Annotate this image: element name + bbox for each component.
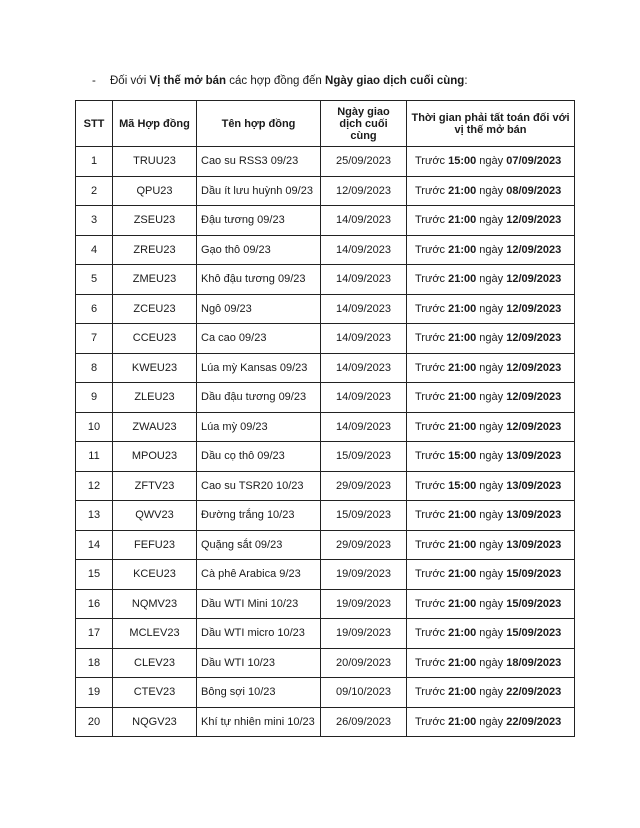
deadline-day-word: ngày — [476, 509, 507, 522]
cell-contract-code: ZCEU23 — [113, 294, 197, 324]
deadline-before-word: Trước — [415, 361, 449, 374]
cell-contract-name: Cao su TSR20 10/23 — [197, 471, 321, 501]
cell-contract-code: KCEU23 — [113, 560, 197, 590]
deadline-time: 21:00 — [448, 420, 477, 433]
table-row — [76, 530, 575, 560]
cell-settlement-deadline — [407, 707, 575, 737]
deadline-day-word: ngày — [476, 479, 507, 492]
cell-settlement-deadline — [407, 294, 575, 324]
cell-last-trading-day: 15/09/2023 — [321, 442, 407, 472]
table-row — [76, 383, 575, 413]
deadline-day-word: ngày — [476, 420, 507, 433]
deadline-time: 21:00 — [448, 715, 477, 728]
cell-contract-code: ZFTV23 — [113, 471, 197, 501]
deadline-time: 21:00 — [448, 302, 477, 315]
cell-last-trading-day: 14/09/2023 — [321, 412, 407, 442]
deadline-day-word: ngày — [476, 597, 507, 610]
deadline-date: 15/09/2023 — [506, 627, 562, 640]
intro-bold-short-position: Vị thế mở bán — [149, 75, 227, 87]
cell-settlement-deadline — [407, 619, 575, 649]
deadline-date: 13/09/2023 — [506, 509, 562, 522]
contracts-table — [75, 100, 575, 737]
cell-contract-code: KWEU23 — [113, 353, 197, 383]
cell-stt: 10 — [76, 412, 113, 442]
deadline-before-word: Trước — [415, 538, 449, 551]
deadline-time: 21:00 — [448, 214, 477, 227]
table-header-row — [76, 101, 575, 147]
cell-settlement-deadline — [407, 530, 575, 560]
cell-stt: 12 — [76, 471, 113, 501]
cell-stt: 4 — [76, 235, 113, 265]
cell-last-trading-day: 19/09/2023 — [321, 560, 407, 590]
header-contract-name: Tên hợp đồng — [197, 101, 321, 147]
deadline-date: 22/09/2023 — [506, 715, 562, 728]
cell-contract-name: Gạo thô 09/23 — [197, 235, 321, 265]
deadline-day-word: ngày — [476, 450, 507, 463]
deadline-before-word: Trước — [415, 656, 449, 669]
cell-settlement-deadline — [407, 678, 575, 708]
cell-contract-name: Dầu cọ thô 09/23 — [197, 442, 321, 472]
deadline-date: 12/09/2023 — [506, 243, 562, 256]
deadline-time: 21:00 — [448, 509, 477, 522]
deadline-date: 12/09/2023 — [506, 361, 562, 374]
deadline-date: 08/09/2023 — [506, 184, 562, 197]
table-row — [76, 265, 575, 295]
deadline-date: 13/09/2023 — [506, 479, 562, 492]
deadline-time: 15:00 — [448, 155, 477, 168]
deadline-date: 12/09/2023 — [506, 302, 562, 315]
cell-contract-code: NQGV23 — [113, 707, 197, 737]
cell-contract-name: Lúa mỳ 09/23 — [197, 412, 321, 442]
cell-contract-name: Bông sợi 10/23 — [197, 678, 321, 708]
cell-last-trading-day: 14/09/2023 — [321, 324, 407, 354]
intro-bold-last-trading-day: Ngày giao dịch cuối cùng — [325, 75, 465, 87]
deadline-time: 21:00 — [448, 361, 477, 374]
cell-contract-name: Ngô 09/23 — [197, 294, 321, 324]
deadline-day-word: ngày — [476, 184, 507, 197]
cell-contract-code: ZWAU23 — [113, 412, 197, 442]
table-row — [76, 147, 575, 177]
table-row — [76, 353, 575, 383]
cell-settlement-deadline — [407, 235, 575, 265]
deadline-before-word: Trước — [415, 509, 449, 522]
cell-contract-code: CTEV23 — [113, 678, 197, 708]
header-stt: STT — [76, 101, 113, 147]
cell-contract-name: Khí tự nhiên mini 10/23 — [197, 707, 321, 737]
cell-contract-code: ZREU23 — [113, 235, 197, 265]
cell-settlement-deadline — [407, 176, 575, 206]
deadline-time: 21:00 — [448, 656, 477, 669]
deadline-time: 21:00 — [448, 243, 477, 256]
cell-contract-code: CCEU23 — [113, 324, 197, 354]
cell-stt: 17 — [76, 619, 113, 649]
deadline-time: 21:00 — [448, 627, 477, 640]
cell-contract-code: ZMEU23 — [113, 265, 197, 295]
cell-contract-name: Dầu ít lưu huỳnh 09/23 — [197, 176, 321, 206]
deadline-time: 21:00 — [448, 273, 477, 286]
cell-settlement-deadline — [407, 501, 575, 531]
deadline-before-word: Trước — [415, 391, 449, 404]
cell-settlement-deadline — [407, 471, 575, 501]
cell-contract-name: Cà phê Arabica 9/23 — [197, 560, 321, 590]
cell-stt: 6 — [76, 294, 113, 324]
deadline-day-word: ngày — [476, 155, 507, 168]
deadline-time: 21:00 — [448, 184, 477, 197]
cell-contract-name: Dầu WTI 10/23 — [197, 648, 321, 678]
cell-stt: 1 — [76, 147, 113, 177]
cell-stt: 11 — [76, 442, 113, 472]
table-row — [76, 294, 575, 324]
cell-contract-code: TRUU23 — [113, 147, 197, 177]
deadline-before-word: Trước — [415, 568, 449, 581]
cell-contract-name: Cao su RSS3 09/23 — [197, 147, 321, 177]
cell-last-trading-day: 14/09/2023 — [321, 294, 407, 324]
header-contract-code: Mã Hợp đồng — [113, 101, 197, 147]
deadline-date: 13/09/2023 — [506, 538, 562, 551]
cell-stt: 18 — [76, 648, 113, 678]
deadline-day-word: ngày — [476, 627, 507, 640]
deadline-date: 22/09/2023 — [506, 686, 562, 699]
table-row — [76, 412, 575, 442]
cell-contract-name: Dầu đậu tương 09/23 — [197, 383, 321, 413]
table-row — [76, 501, 575, 531]
deadline-date: 12/09/2023 — [506, 214, 562, 227]
deadline-day-word: ngày — [476, 243, 507, 256]
cell-settlement-deadline — [407, 589, 575, 619]
table-row — [76, 648, 575, 678]
deadline-time: 21:00 — [448, 568, 477, 581]
table-row — [76, 442, 575, 472]
deadline-day-word: ngày — [476, 568, 507, 581]
cell-settlement-deadline — [407, 560, 575, 590]
deadline-date: 15/09/2023 — [506, 568, 562, 581]
deadline-before-word: Trước — [415, 450, 449, 463]
cell-settlement-deadline — [407, 147, 575, 177]
table-row — [76, 176, 575, 206]
cell-contract-code: MCLEV23 — [113, 619, 197, 649]
deadline-day-word: ngày — [476, 538, 507, 551]
cell-last-trading-day: 14/09/2023 — [321, 265, 407, 295]
cell-settlement-deadline — [407, 206, 575, 236]
cell-contract-code: QWV23 — [113, 501, 197, 531]
cell-contract-code: MPOU23 — [113, 442, 197, 472]
cell-contract-code: QPU23 — [113, 176, 197, 206]
deadline-date: 12/09/2023 — [506, 391, 562, 404]
deadline-day-word: ngày — [476, 214, 507, 227]
deadline-time: 21:00 — [448, 538, 477, 551]
cell-stt: 19 — [76, 678, 113, 708]
bullet-dash: - — [92, 75, 96, 87]
deadline-date: 15/09/2023 — [506, 597, 562, 610]
cell-last-trading-day: 14/09/2023 — [321, 235, 407, 265]
deadline-time: 21:00 — [448, 332, 477, 345]
cell-settlement-deadline — [407, 648, 575, 678]
cell-contract-code: CLEV23 — [113, 648, 197, 678]
cell-contract-code: ZSEU23 — [113, 206, 197, 236]
cell-contract-code: ZLEU23 — [113, 383, 197, 413]
deadline-time: 21:00 — [448, 686, 477, 699]
intro-line — [92, 74, 468, 88]
table-row — [76, 206, 575, 236]
cell-stt: 16 — [76, 589, 113, 619]
cell-settlement-deadline — [407, 265, 575, 295]
deadline-before-word: Trước — [415, 597, 449, 610]
deadline-day-word: ngày — [476, 656, 507, 669]
deadline-before-word: Trước — [415, 627, 449, 640]
cell-last-trading-day: 25/09/2023 — [321, 147, 407, 177]
table-row — [76, 678, 575, 708]
intro-prefix: Đối với — [110, 75, 150, 87]
cell-contract-name: Đậu tương 09/23 — [197, 206, 321, 236]
cell-last-trading-day: 15/09/2023 — [321, 501, 407, 531]
deadline-time: 21:00 — [448, 391, 477, 404]
cell-stt: 7 — [76, 324, 113, 354]
cell-contract-name: Dầu WTI micro 10/23 — [197, 619, 321, 649]
deadline-before-word: Trước — [415, 715, 449, 728]
cell-contract-name: Ca cao 09/23 — [197, 324, 321, 354]
cell-last-trading-day: 29/09/2023 — [321, 530, 407, 560]
deadline-date: 12/09/2023 — [506, 420, 562, 433]
deadline-date: 12/09/2023 — [506, 332, 562, 345]
deadline-time: 15:00 — [448, 479, 477, 492]
deadline-date: 12/09/2023 — [506, 273, 562, 286]
header-last-trading-day: Ngày giao dịch cuối cùng — [321, 101, 407, 147]
cell-last-trading-day: 29/09/2023 — [321, 471, 407, 501]
table-row — [76, 235, 575, 265]
deadline-before-word: Trước — [415, 184, 449, 197]
deadline-before-word: Trước — [415, 273, 449, 286]
cell-settlement-deadline — [407, 383, 575, 413]
cell-stt: 20 — [76, 707, 113, 737]
cell-stt: 8 — [76, 353, 113, 383]
cell-stt: 15 — [76, 560, 113, 590]
deadline-date: 07/09/2023 — [506, 155, 562, 168]
cell-stt: 5 — [76, 265, 113, 295]
deadline-time: 21:00 — [448, 597, 477, 610]
cell-stt: 2 — [76, 176, 113, 206]
deadline-before-word: Trước — [415, 686, 449, 699]
cell-last-trading-day: 26/09/2023 — [321, 707, 407, 737]
cell-last-trading-day: 19/09/2023 — [321, 619, 407, 649]
cell-contract-code: NQMV23 — [113, 589, 197, 619]
cell-last-trading-day: 20/09/2023 — [321, 648, 407, 678]
deadline-before-word: Trước — [415, 332, 449, 345]
cell-stt: 13 — [76, 501, 113, 531]
deadline-day-word: ngày — [476, 332, 507, 345]
table-row — [76, 707, 575, 737]
deadline-before-word: Trước — [415, 155, 449, 168]
cell-stt: 9 — [76, 383, 113, 413]
cell-last-trading-day: 19/09/2023 — [321, 589, 407, 619]
intro-middle: các hợp đồng đến — [226, 75, 326, 87]
cell-last-trading-day: 14/09/2023 — [321, 353, 407, 383]
deadline-before-word: Trước — [415, 302, 449, 315]
deadline-day-word: ngày — [476, 273, 507, 286]
cell-contract-code: FEFU23 — [113, 530, 197, 560]
header-settlement-deadline: Thời gian phải tất toán đối với vị thế mở bán — [407, 101, 575, 147]
deadline-before-word: Trước — [415, 214, 449, 227]
cell-stt: 14 — [76, 530, 113, 560]
cell-contract-name: Quặng sắt 09/23 — [197, 530, 321, 560]
cell-contract-name: Lúa mỳ Kansas 09/23 — [197, 353, 321, 383]
intro-suffix: : — [464, 75, 468, 87]
deadline-date: 13/09/2023 — [506, 450, 562, 463]
cell-settlement-deadline — [407, 412, 575, 442]
deadline-before-word: Trước — [415, 420, 449, 433]
table-row — [76, 324, 575, 354]
table-row — [76, 619, 575, 649]
cell-contract-name: Khô đậu tương 09/23 — [197, 265, 321, 295]
cell-last-trading-day: 12/09/2023 — [321, 176, 407, 206]
cell-last-trading-day: 09/10/2023 — [321, 678, 407, 708]
cell-contract-name: Đường trắng 10/23 — [197, 501, 321, 531]
table-row — [76, 589, 575, 619]
cell-stt: 3 — [76, 206, 113, 236]
deadline-date: 18/09/2023 — [506, 656, 562, 669]
deadline-day-word: ngày — [476, 686, 507, 699]
cell-settlement-deadline — [407, 324, 575, 354]
cell-settlement-deadline — [407, 353, 575, 383]
deadline-day-word: ngày — [476, 302, 507, 315]
deadline-time: 15:00 — [448, 450, 477, 463]
deadline-day-word: ngày — [476, 361, 507, 374]
table-row — [76, 471, 575, 501]
deadline-day-word: ngày — [476, 391, 507, 404]
table-row — [76, 560, 575, 590]
cell-last-trading-day: 14/09/2023 — [321, 383, 407, 413]
cell-last-trading-day: 14/09/2023 — [321, 206, 407, 236]
cell-settlement-deadline — [407, 442, 575, 472]
deadline-before-word: Trước — [415, 479, 449, 492]
deadline-before-word: Trước — [415, 243, 449, 256]
cell-contract-name: Dầu WTI Mini 10/23 — [197, 589, 321, 619]
deadline-day-word: ngày — [476, 715, 507, 728]
